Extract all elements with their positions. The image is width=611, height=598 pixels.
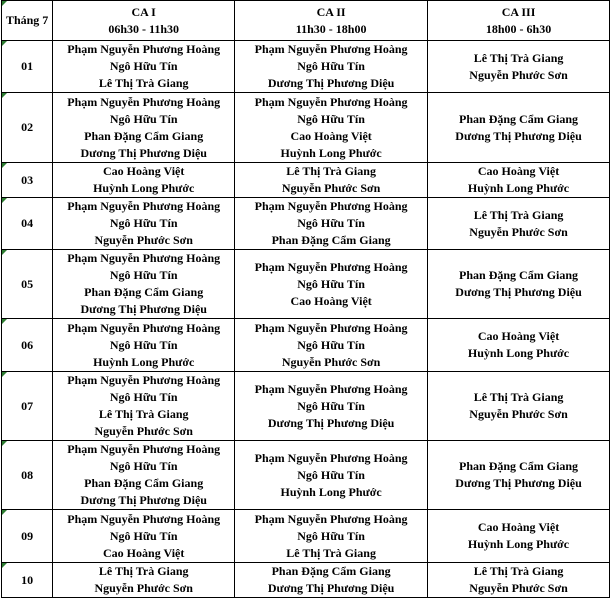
schedule-row	[2, 250, 610, 319]
staff-name: Phạm Nguyễn Phương Hoàng	[67, 199, 221, 213]
shift-cell-ca3	[428, 510, 610, 563]
staff-name: Cao Hoàng Việt	[290, 128, 372, 143]
staff-name: Phan Đặng Cẩm Giang	[459, 459, 579, 473]
day-cell	[2, 510, 53, 563]
staff-name: Phạm Nguyễn Phương Hoàng	[254, 259, 408, 274]
staff-name: Nguyễn Phước Sơn	[469, 224, 568, 239]
staff-name: Phạm Nguyễn Phương Hoàng	[67, 442, 221, 456]
staff-name: Phạm Nguyễn Phương Hoàng	[254, 199, 408, 213]
staff-name: Ngô Hữu Tín	[109, 528, 178, 543]
shift-cell-ca1	[53, 563, 235, 598]
staff-name: Phan Đặng Cẩm Giang	[84, 285, 204, 299]
shift-time: 18h00 - 6h30	[485, 21, 552, 36]
staff-name: Nguyễn Phước Sơn	[469, 407, 568, 421]
staff-name: Phan Đặng Cẩm Giang	[271, 233, 391, 247]
staff-name: Cao Hoàng Việt	[477, 520, 560, 534]
shift-cell-ca1	[53, 250, 235, 319]
schedule-row	[2, 198, 610, 250]
staff-name: Nguyễn Phước Sơn	[94, 233, 193, 247]
shift-time: 11h30 - 18h00	[295, 21, 367, 36]
schedule-row	[2, 372, 610, 441]
schedule-row	[2, 441, 610, 510]
shift-cell-ca2	[235, 163, 428, 198]
staff-name: Nguyễn Phước Sơn	[281, 181, 381, 195]
staff-name: Dương Thị Phương Diệu	[455, 128, 582, 143]
shift-cell-ca2	[235, 250, 428, 319]
shift-cell-ca3	[428, 250, 610, 319]
schedule-row	[2, 319, 610, 372]
staff-name: Ngô Hữu Tín	[297, 398, 365, 413]
staff-name: Lê Thị Trà Giang	[473, 564, 564, 578]
shift-cell-ca2	[235, 198, 428, 250]
staff-name: Ngô Hữu Tín	[297, 111, 365, 126]
staff-name: Phạm Nguyễn Phương Hoàng	[67, 251, 221, 265]
schedule-row	[2, 41, 610, 93]
day-number: 10	[21, 572, 34, 587]
staff-name: Nguyễn Phước Sơn	[94, 424, 193, 438]
staff-name: Lê Thị Trà Giang	[98, 407, 189, 421]
staff-name: Huỳnh Long Phước	[93, 354, 195, 369]
staff-name: Huỳnh Long Phước	[280, 484, 382, 499]
day-cell	[2, 93, 53, 163]
shift-header-ca3	[428, 1, 610, 41]
day-number: 07	[21, 398, 34, 413]
staff-name: Phan Đặng Cẩm Giang	[271, 564, 391, 578]
shift-cell-ca2	[235, 372, 428, 441]
schedule-row	[2, 563, 610, 598]
schedule-body	[2, 41, 610, 598]
shift-cell-ca1	[53, 319, 235, 372]
staff-name: Cao Hoàng Việt	[103, 545, 185, 560]
staff-name: Dương Thị Phương Diệu	[267, 581, 395, 595]
shift-cell-ca3	[428, 372, 610, 441]
staff-name: Phạm Nguyễn Phương Hoàng	[67, 373, 221, 387]
day-number: 02	[21, 120, 34, 134]
staff-name: Nguyễn Phước Sơn	[281, 354, 381, 369]
day-number: 09	[21, 528, 34, 543]
schedule-row	[2, 163, 610, 198]
staff-name: Dương Thị Phương Diệu	[455, 476, 582, 490]
staff-name: Ngô Hữu Tín	[297, 337, 365, 352]
staff-name: Phan Đặng Cẩm Giang	[459, 268, 579, 282]
staff-name: Lê Thị Trà Giang	[286, 545, 376, 560]
staff-name: Cao Hoàng Việt	[477, 329, 560, 343]
day-cell	[2, 163, 53, 198]
staff-name: Nguyễn Phước Sơn	[469, 581, 568, 595]
staff-name: Lê Thị Trà Giang	[473, 207, 564, 222]
day-cell	[2, 41, 53, 93]
shift-cell-ca2	[235, 93, 428, 163]
staff-name: Phạm Nguyễn Phương Hoàng	[254, 42, 408, 56]
staff-name: Ngô Hữu Tín	[297, 216, 365, 230]
staff-name: Phan Đặng Cẩm Giang	[459, 111, 579, 126]
staff-name: Phan Đặng Cẩm Giang	[84, 128, 204, 143]
staff-name: Phạm Nguyễn Phương Hoàng	[67, 42, 221, 56]
shift-cell-ca2	[235, 41, 428, 93]
schedule-row	[2, 93, 610, 163]
staff-name: Ngô Hữu Tín	[297, 59, 365, 73]
staff-name: Phạm Nguyễn Phương Hoàng	[67, 320, 221, 335]
shift-title: CA II	[316, 4, 346, 19]
staff-name: Ngô Hữu Tín	[109, 459, 178, 473]
staff-name: Lê Thị Trà Giang	[98, 76, 189, 90]
staff-name: Phan Đặng Cẩm Giang	[84, 476, 204, 490]
staff-name: Phạm Nguyễn Phương Hoàng	[254, 94, 408, 109]
day-number: 03	[21, 172, 34, 187]
shift-cell-ca3	[428, 198, 610, 250]
staff-name: Nguyễn Phước Sơn	[469, 67, 568, 82]
staff-name: Cao Hoàng Việt	[103, 164, 185, 178]
shift-cell-ca1	[53, 510, 235, 563]
staff-name: Huỳnh Long Phước	[467, 537, 570, 551]
staff-name: Huỳnh Long Phước	[280, 145, 382, 160]
shift-title: CA III	[501, 4, 536, 19]
day-number: 01	[21, 59, 34, 73]
day-number: 05	[21, 276, 34, 291]
staff-name: Cao Hoàng Việt	[477, 164, 560, 178]
staff-name: Ngô Hữu Tín	[297, 467, 365, 482]
staff-name: Dương Thị Phương Diệu	[267, 415, 395, 430]
shift-title: CA I	[131, 4, 156, 19]
shift-cell-ca2	[235, 510, 428, 563]
shift-cell-ca1	[53, 93, 235, 163]
staff-name: Lê Thị Trà Giang	[286, 164, 376, 178]
staff-name: Ngô Hữu Tín	[109, 390, 178, 404]
shift-schedule-table	[1, 0, 610, 598]
shift-cell-ca3	[428, 41, 610, 93]
staff-name: Huỳnh Long Phước	[93, 181, 195, 195]
shift-cell-ca1	[53, 41, 235, 93]
staff-name: Dương Thị Phương Diệu	[80, 493, 207, 507]
shift-cell-ca1	[53, 372, 235, 441]
staff-name: Dương Thị Phương Diệu	[455, 285, 582, 299]
header-row	[2, 1, 610, 41]
shift-cell-ca2	[235, 563, 428, 598]
staff-name: Ngô Hữu Tín	[109, 337, 178, 352]
shift-header-ca1	[53, 1, 235, 41]
staff-name: Phạm Nguyễn Phương Hoàng	[254, 320, 408, 335]
shift-cell-ca2	[235, 319, 428, 372]
staff-name: Ngô Hữu Tín	[109, 268, 178, 282]
schedule-row	[2, 510, 610, 563]
staff-name: Ngô Hữu Tín	[109, 111, 178, 126]
staff-name: Lê Thị Trà Giang	[473, 50, 564, 65]
shift-time: 06h30 - 11h30	[108, 21, 180, 36]
shift-cell-ca3	[428, 319, 610, 372]
day-number: 06	[21, 337, 34, 352]
shift-cell-ca3	[428, 563, 610, 598]
shift-cell-ca3	[428, 441, 610, 510]
staff-name: Phạm Nguyễn Phương Hoàng	[254, 450, 408, 465]
day-cell	[2, 441, 53, 510]
day-number: 08	[21, 467, 34, 482]
day-cell	[2, 198, 53, 250]
staff-name: Ngô Hữu Tín	[109, 59, 178, 73]
shift-cell-ca1	[53, 163, 235, 198]
staff-name: Ngô Hữu Tín	[297, 276, 365, 291]
staff-name: Ngô Hữu Tín	[297, 528, 365, 543]
staff-name: Huỳnh Long Phước	[467, 181, 570, 195]
staff-name: Phạm Nguyễn Phương Hoàng	[67, 94, 221, 109]
staff-name: Lê Thị Trà Giang	[473, 390, 564, 404]
day-cell	[2, 563, 53, 598]
staff-name: Phạm Nguyễn Phương Hoàng	[67, 511, 221, 526]
shift-cell-ca3	[428, 163, 610, 198]
staff-name: Huỳnh Long Phước	[467, 346, 570, 360]
staff-name: Nguyễn Phước Sơn	[94, 581, 193, 595]
shift-cell-ca3	[428, 93, 610, 163]
staff-name: Phạm Nguyễn Phương Hoàng	[254, 511, 408, 526]
day-number: 04	[21, 216, 34, 230]
month-header	[2, 1, 53, 41]
day-cell	[2, 319, 53, 372]
staff-name: Cao Hoàng Việt	[290, 293, 372, 308]
day-cell	[2, 250, 53, 319]
staff-name: Dương Thị Phương Diệu	[80, 145, 207, 160]
staff-name: Phạm Nguyễn Phương Hoàng	[254, 381, 408, 396]
shift-cell-ca1	[53, 441, 235, 510]
day-cell	[2, 372, 53, 441]
staff-name: Ngô Hữu Tín	[109, 216, 178, 230]
staff-name: Dương Thị Phương Diệu	[80, 302, 207, 316]
shift-header-ca2	[235, 1, 428, 41]
staff-name: Lê Thị Trà Giang	[98, 564, 189, 578]
shift-cell-ca1	[53, 198, 235, 250]
staff-name: Dương Thị Phương Diệu	[267, 76, 395, 90]
month-label: Tháng 7	[5, 13, 49, 27]
shift-cell-ca2	[235, 441, 428, 510]
